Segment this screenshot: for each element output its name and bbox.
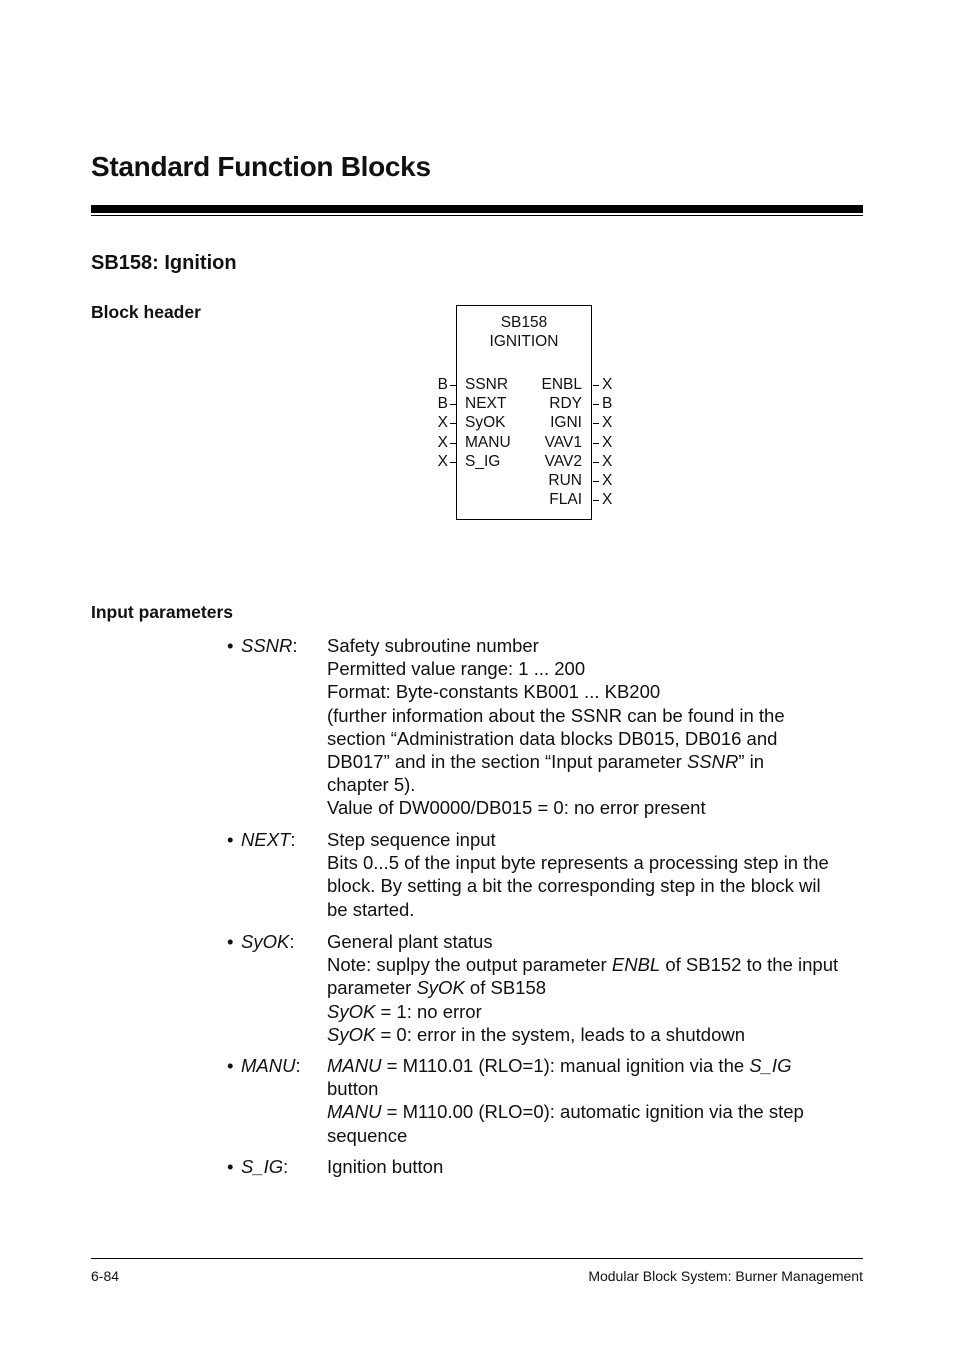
text-segment: be started. — [327, 898, 415, 920]
description-line — [327, 1155, 867, 1178]
input-pin-type: X — [437, 452, 448, 470]
text-segment: = 1: no error — [375, 1000, 482, 1022]
parameter-name — [241, 634, 298, 657]
output-pin-name: IGNI — [550, 414, 582, 432]
input-pin-type: B — [437, 395, 448, 413]
italic-term: SyOK — [327, 1000, 376, 1022]
output-pin-name: RDY — [549, 395, 582, 413]
heading-rule-thin — [91, 215, 863, 216]
chapter-title: Standard Function Blocks — [91, 151, 431, 182]
parameter-description — [327, 930, 867, 1046]
italic-term: SyOK — [416, 977, 465, 999]
text-segment: ” in — [738, 751, 765, 773]
text-segment: Ignition button — [327, 1156, 444, 1177]
text-segment: parameter — [327, 977, 417, 999]
output-pin-line — [593, 385, 599, 386]
input-pin-name: S_IG — [465, 452, 501, 470]
italic-term: MANU — [327, 1055, 382, 1076]
parameter-name-text: MANU — [241, 1055, 296, 1076]
parameter-name-text: SyOK — [241, 931, 290, 952]
italic-term: S_IG — [749, 1055, 792, 1076]
text-segment: Value of DW0000/DB015 = 0: no error present — [327, 797, 706, 819]
parameter-name — [241, 930, 294, 953]
parameter-name-text: NEXT — [241, 829, 291, 850]
description-line — [327, 1000, 867, 1023]
text-segment: Bits 0...5 of the input byte represents a processing step in the — [327, 852, 829, 874]
text-segment: Safety subroutine number — [327, 635, 539, 656]
text-segment: General plant status — [327, 931, 493, 952]
section-title: SB158: Ignition — [91, 252, 237, 274]
parameter-description — [327, 828, 867, 921]
input-pin-line — [450, 385, 456, 386]
parameter-name — [241, 828, 295, 851]
heading-rule-thick — [91, 205, 863, 213]
output-pin-type: X — [602, 472, 613, 489]
text-segment: section “Administration data blocks DB015, DB016 and — [327, 727, 778, 749]
parameter-description — [327, 634, 867, 820]
page-number: 6-84 — [91, 1268, 120, 1284]
bullet: • — [227, 1156, 234, 1177]
description-line — [327, 727, 867, 750]
input-pin-type: B — [437, 376, 448, 393]
footer-document-title: Modular Block System: Burner Management — [588, 1268, 863, 1284]
italic-term: SyOK — [327, 1023, 376, 1045]
output-pin-line — [593, 423, 599, 424]
description-line — [327, 704, 867, 727]
input-pin-line — [450, 462, 456, 463]
parameter-name-text: SSNR — [241, 635, 293, 656]
text-segment: Format: Byte-constants KB001 ... KB200 — [327, 681, 661, 703]
parameter-name-colon: : — [290, 829, 296, 850]
output-pin-line — [593, 462, 599, 463]
input-pin-name: SSNR — [465, 376, 509, 393]
input-pin-type: X — [437, 433, 448, 451]
input-parameters-label: Input parameters — [91, 602, 233, 622]
parameter-name-text: S_IG — [241, 1156, 284, 1177]
description-line — [327, 851, 867, 874]
output-pin-name: VAV2 — [544, 452, 582, 470]
italic-term: MANU — [327, 1101, 382, 1123]
block-name: SB158 — [500, 314, 548, 331]
italic-term: ENBL — [611, 954, 661, 976]
bullet: • — [227, 931, 234, 952]
input-pin-type: X — [437, 414, 448, 432]
output-pin-type: X — [602, 452, 613, 470]
parameter-description — [327, 1155, 867, 1178]
description-line — [327, 1077, 867, 1100]
output-pin-name: RUN — [548, 472, 582, 489]
bullet: • — [227, 635, 234, 656]
text-segment: = 0: error in the system, leads to a shutdown — [375, 1023, 746, 1045]
output-pin-name: ENBL — [541, 376, 582, 393]
text-segment: of SB152 to the input — [660, 954, 839, 976]
description-line — [327, 828, 867, 851]
output-pin-line — [593, 443, 599, 444]
input-pin-name: SyOK — [465, 414, 506, 432]
description-line — [327, 1100, 867, 1123]
input-pin-name: NEXT — [465, 395, 507, 413]
output-pin-name: FLAI — [549, 491, 582, 509]
input-pin-name: MANU — [465, 433, 511, 451]
output-pin-line — [593, 404, 599, 405]
description-line — [327, 680, 867, 703]
text-segment: = M110.00 (RLO=0): automatic ignition via the step — [381, 1101, 804, 1123]
description-line — [327, 930, 867, 953]
output-pin-type: X — [602, 376, 613, 393]
output-pin-type: X — [602, 414, 613, 432]
text-segment: button — [327, 1078, 379, 1100]
block-header-label: Block header — [91, 302, 201, 322]
description-line — [327, 953, 867, 976]
output-pin-line — [593, 500, 599, 501]
bullet: • — [227, 829, 234, 850]
text-segment: (further information about the SSNR can be found in the — [327, 704, 785, 726]
parameter-name-colon: : — [292, 635, 298, 656]
description-line — [327, 796, 867, 819]
output-pin-type: X — [602, 491, 613, 509]
bullet: • — [227, 1055, 234, 1076]
text-segment: Note: suplpy the output parameter — [327, 954, 612, 976]
description-line — [327, 898, 867, 921]
text-segment: of SB158 — [464, 977, 547, 999]
description-line — [327, 1124, 867, 1147]
output-pin-type: X — [602, 433, 613, 451]
parameter-name-colon: : — [295, 1055, 301, 1076]
italic-term: SSNR — [686, 751, 739, 773]
parameter-name — [241, 1054, 301, 1077]
text-segment: Step sequence input — [327, 829, 496, 850]
input-pin-line — [450, 423, 456, 424]
input-pin-line — [450, 404, 456, 405]
description-line — [327, 874, 867, 897]
text-segment: Permitted value range: 1 ... 200 — [327, 658, 586, 680]
parameter-name-colon: : — [289, 931, 295, 952]
parameter-name-colon: : — [283, 1156, 289, 1177]
description-line — [327, 750, 867, 773]
parameter-name — [241, 1155, 288, 1178]
output-pin-type: B — [602, 395, 613, 413]
input-pin-line — [450, 443, 456, 444]
text-segment: DB017” and in the section “Input parameter — [327, 751, 687, 773]
output-pin-name: VAV1 — [544, 433, 582, 451]
description-line — [327, 1054, 867, 1077]
text-segment: block. By setting a bit the corresponding step in the block wil — [327, 875, 821, 897]
description-line — [327, 1023, 867, 1046]
block-function: IGNITION — [489, 333, 559, 350]
parameter-description — [327, 1054, 867, 1147]
output-pin-line — [593, 481, 599, 482]
text-segment: = M110.01 (RLO=1): manual ignition via the — [381, 1055, 750, 1076]
description-line — [327, 773, 867, 796]
footer-rule — [91, 1258, 863, 1259]
description-line — [327, 657, 867, 680]
text-segment: chapter 5). — [327, 774, 416, 796]
description-line — [327, 976, 867, 999]
text-segment: sequence — [327, 1124, 408, 1146]
description-line — [327, 634, 867, 657]
